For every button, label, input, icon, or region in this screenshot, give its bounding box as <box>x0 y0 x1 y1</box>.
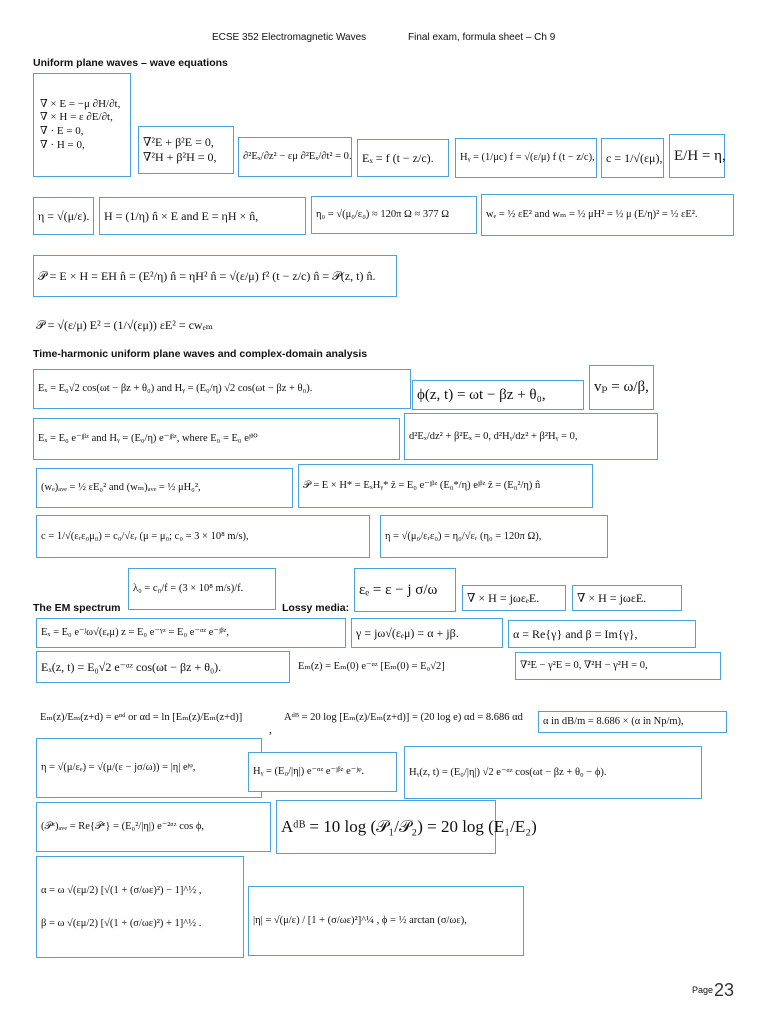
complex-poynting-box: 𝒫 = E × H* = EₓHᵧ* ẑ = E₀ e⁻ʲᵝᶻ (E₀*/η) eʲᵝᶻ ẑ = (E₀²/η) n̂ <box>298 464 593 508</box>
attenuation-db: Aᵈᴮ = 20 log [Eₘ(z)/Eₘ(z+d)] = (20 log e) αd = 8.686 αd <box>284 712 523 724</box>
alpha-formula: α = ω √(εμ/2) [√(1 + (σ/ωε)²) − 1]^½ , <box>41 884 202 896</box>
lossy-helmholtz-box: ∇²E − γ²E = 0, ∇²H − γ²H = 0, <box>515 652 721 680</box>
section-heading-lossy: Lossy media: <box>282 602 350 614</box>
poynting-magnitude: 𝒫 = √(ε/μ) E² = (1/√(εμ)) εE² = cwₑₘ <box>36 317 214 332</box>
beta-formula: β = ω √(εμ/2) [√(1 + (σ/ωε)²) + 1]^½ . <box>41 918 202 929</box>
complex-eta-box: η = √(μ/εₑ) = √(μ/(ε − jσ/ω)) = |η| eʲᵠ, <box>36 738 262 798</box>
lossy-time-field-box: Eₓ(z, t) = E₀√2 e⁻ᵅᶻ cos(ωt − βz + θ₀). <box>36 651 290 683</box>
exam-title: Final exam, formula sheet – Ch 9 <box>408 32 556 43</box>
phasor-helmholtz-box: d²Eₓ/dz² + β²Eₓ = 0, d²Hᵧ/dz² + β²Hᵧ = 0, <box>404 413 658 460</box>
intrinsic-ratio-box: E/H = η, <box>669 134 725 178</box>
maxwell-equations-box <box>33 73 131 177</box>
section-heading-uniform: Uniform plane waves – wave equations <box>33 57 228 69</box>
page-number: 23 <box>714 980 735 1000</box>
eta-definition-box: η = √(μ/ε). <box>33 197 94 235</box>
maxwell-curl-h: ∇ × H = ε ∂E/∂t, <box>40 111 113 124</box>
alpha-db-box: α in dB/m = 8.686 × (α in Np/m), <box>538 711 727 733</box>
wavelength-box: λ₀ = c₀/f = (3 × 10⁸ m/s)/f. <box>128 568 276 610</box>
helmholtz-h: ∇²H + β²H = 0, <box>143 150 217 164</box>
helmholtz-e: ∇²E + β²E = 0, <box>143 135 214 149</box>
attenuation-ratio: Eₘ(z)/Eₘ(z+d) = eᵅᵈ or αd = ln [Eₘ(z)/Eₘ(z+d)] <box>40 712 243 724</box>
eta0-box: η₀ = √(μ₀/ε₀) ≈ 120π Ω ≈ 377 Ω <box>311 196 477 234</box>
eta-magnitude-box: |η| = √(μ/ε) / [1 + (σ/ωε)²]^¼ , ϕ = ½ arctan (σ/ωε), <box>248 886 524 956</box>
lossy-field-box: Eₓ = E₀ e⁻ʲω√(εₑμ) z = E₀ e⁻ˠᶻ = E₀ e⁻ᵅᶻ e⁻ʲᵝᶻ, <box>36 618 346 648</box>
phasor-fields-box: Eₓ = E₀ e⁻ʲᵝᶻ and Hᵧ = (E₀/η) e⁻ʲᵝᶻ, where E₀ = E₀ eʲᶿ⁰ <box>33 418 400 460</box>
h-e-relation-box: H = (1/η) n̂ × E and E = ηH × n̂, <box>99 197 306 235</box>
wave-equation-box: ∂²Eₓ/∂z² − εμ ∂²Eₓ/∂t² = 0. <box>238 137 352 177</box>
helmholtz-box <box>138 126 234 174</box>
poynting-vector-box: 𝒫 = E × H = EH n̂ = (E²/η) n̂ = ηH² n̂ = √(ε/μ) f² (t − z/c) n̂ = 𝒫(z, t) n̂. <box>33 255 397 297</box>
maxwell-curl-e: ∇ × E = −μ ∂H/∂t, <box>40 97 121 110</box>
alpha-beta-box: α = Re{γ} and β = Im{γ}, <box>508 620 696 648</box>
amplitude-decay: Eₘ(z) = Eₘ(0) e⁻ᵅᶻ [Eₘ(0) = E₀√2] <box>298 661 445 673</box>
curl-h-effective-box: ∇ × H = jωεₑE. <box>462 585 566 611</box>
alpha-beta-full-box <box>36 856 244 958</box>
effective-permittivity-box: εₑ = ε − j σ/ω <box>354 568 456 612</box>
phase-box: ϕ(z, t) = ωt − βz + θ₀, <box>412 380 584 410</box>
phase-velocity-box: vₚ = ω/β, <box>589 365 654 410</box>
page-label: Page <box>692 985 714 995</box>
hy-wave-box: Hᵧ = (1/μc) f = √(ε/μ) f (t − z/c), <box>455 138 597 178</box>
curl-h-box: ∇ × H = jωεE. <box>572 585 682 611</box>
energy-average-box: (wₑ)ₐᵥₑ = ½ εE₀² and (wₘ)ₐᵥₑ = ½ μH₀², <box>36 468 293 508</box>
lossy-hy-box: Hᵧ = (E₀/|η|) e⁻ᵅᶻ e⁻ʲᵝᶻ e⁻ʲᵠ. <box>248 752 397 792</box>
maxwell-div-h: ∇ · H = 0, <box>40 138 85 151</box>
comma-separator: , <box>269 721 272 736</box>
section-heading-spectrum: The EM spectrum <box>33 602 121 614</box>
cosine-fields-box: Eₓ = E₀√2 cos(ωt − βz + θ₀) and Hᵧ = (E₀/η) √2 cos(ωt − βz + θ₀). <box>33 369 411 409</box>
speed-of-light-box: c = 1/√(εμ), <box>601 138 664 178</box>
lossy-hy-time-box: Hᵧ(z, t) = (E₀/|η|) √2 e⁻ᵅᶻ cos(ωt − βz + θ₀ − ϕ). <box>404 746 702 799</box>
average-power-box: (𝒫ᶻ)ₐᵥₑ = Re{𝒫ᶻ} = (E₀²/|η|) e⁻²ᵅᶻ cos ϕ, <box>36 802 271 852</box>
propagation-constant-box: γ = jω√(εₑμ) = α + jβ. <box>351 618 503 648</box>
attenuation-power-box: Aᵈᴮ = 10 log (𝒫₁/𝒫₂) = 20 log (E₁/E₂) <box>276 800 496 854</box>
eta-in-media-box: η = √(μ₀/εᵣε₀) = η₀/√εᵣ (η₀ = 120π Ω), <box>380 515 608 558</box>
speed-in-media-box: c = 1/√(εᵣε₀μ₀) = c₀/√εᵣ (μ = μ₀; c₀ = 3 × 10⁸ m/s), <box>36 515 370 558</box>
ex-wave-box: Eₓ = f (t − z/c). <box>357 139 449 177</box>
maxwell-div-e: ∇ · E = 0, <box>40 125 84 137</box>
course-title: ECSE 352 Electromagnetic Waves <box>212 32 367 43</box>
energy-density-box: wₑ = ½ εE² and wₘ = ½ μH² = ½ μ (E/η)² = ½ εE². <box>481 194 734 236</box>
section-heading-harmonic: Time-harmonic uniform plane waves and complex-domain analysis <box>33 348 368 360</box>
